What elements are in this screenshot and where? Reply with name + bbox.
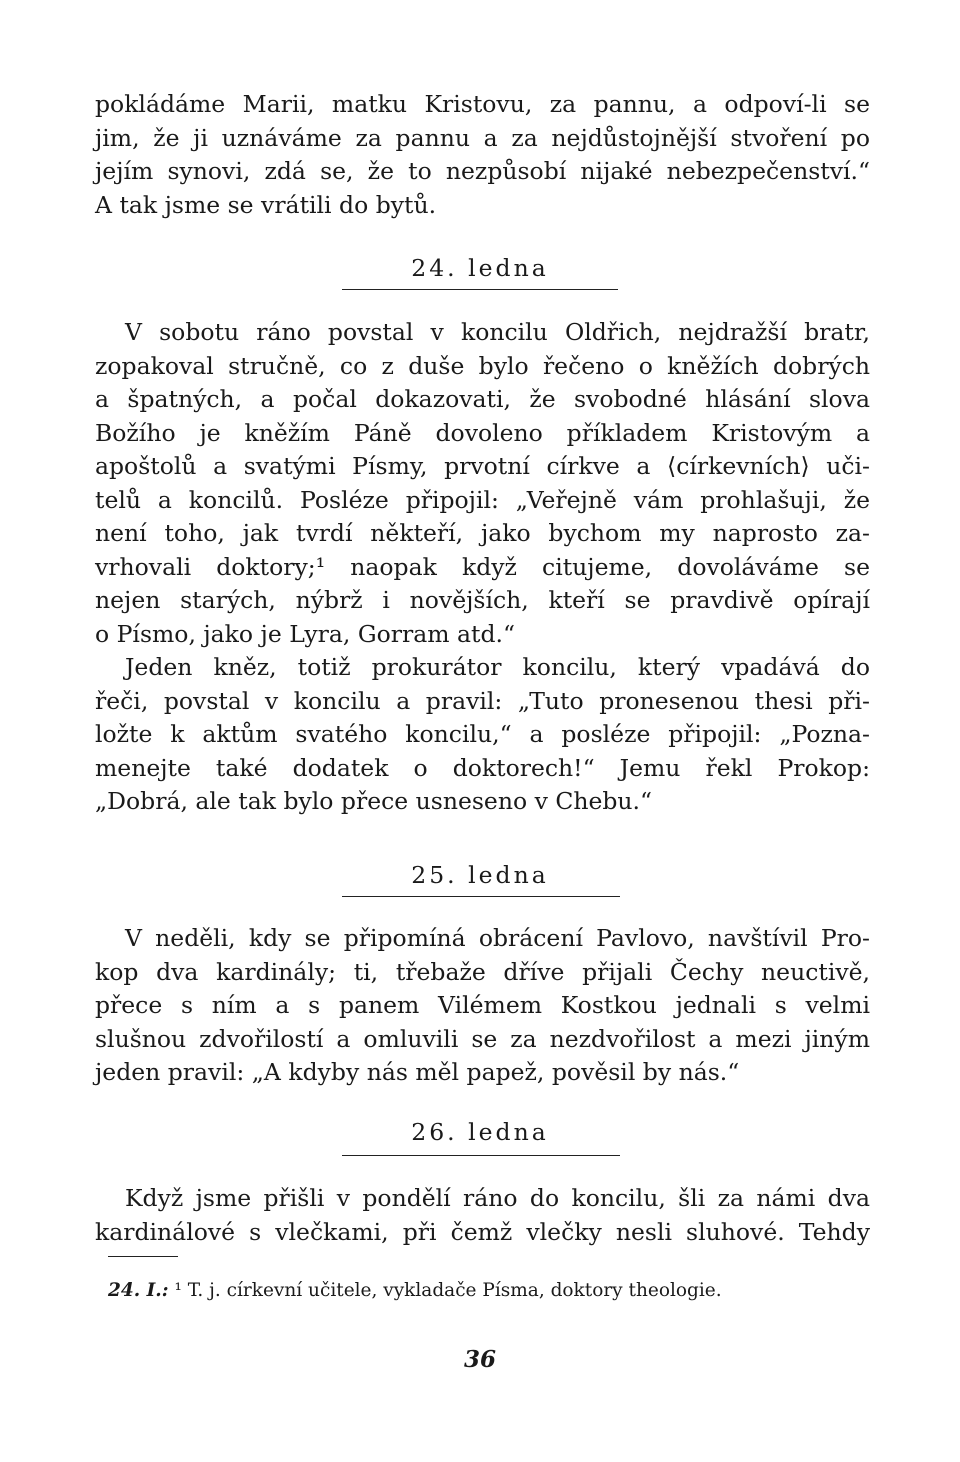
text-line: vrhovali doktory;¹ naopak když citujeme, dovoláváme se xyxy=(95,552,870,581)
footnote xyxy=(108,1278,870,1304)
footnote-rule xyxy=(108,1256,178,1257)
heading-rule xyxy=(342,1155,620,1156)
text-line: není toho, jak tvrdí někteří, jako bychom my naprosto za- xyxy=(95,519,870,547)
text-line: A tak jsme se vrátili do bytů. xyxy=(95,190,437,219)
paragraph-25-ledna xyxy=(95,922,870,1090)
text-line: Když jsme přišli v pondělí ráno do koncilu, šli za námi dva xyxy=(125,1184,870,1212)
date-heading: 24. ledna xyxy=(411,254,549,282)
text-line: menejte také dodatek o doktorech!“ Jemu řekl Prokop: xyxy=(95,753,870,782)
text-line: Božího je kněžím Páně dovoleno příkladem Kristovým a xyxy=(95,418,870,447)
date-heading: 26. ledna xyxy=(411,1118,549,1146)
text-line: řeči, povstal v koncilu a pravil: „Tuto pronesenou thesi při- xyxy=(95,686,870,715)
text-line: V neděli, kdy se připomíná obrácení Pavlovo, navštívil Pro- xyxy=(125,924,870,952)
text-line: jeden pravil: „A kdyby nás měl papež, pověsil by nás.“ xyxy=(95,1058,740,1086)
date-heading: 25. ledna xyxy=(411,861,549,889)
text-line: jejím synovi, zdá se, že to nezpůsobí nijaké nebezpečenství.“ xyxy=(95,157,870,185)
footnote-text: ¹ T. j. církevní učitele, vykladače Písma, doktory theologie. xyxy=(168,1280,722,1301)
text-line: telů a koncilů. Posléze připojil: „Veřejně vám prohlašuji, že xyxy=(95,485,870,514)
text-line: jim, že ji uznáváme za pannu a za nejdůstojnější stvoření po xyxy=(95,123,870,152)
page-number: 36 xyxy=(463,1346,496,1373)
paragraph-26-ledna xyxy=(95,1182,870,1249)
text-line: přece s ním a s panem Vilémem Kostkou jednali s velmi xyxy=(95,991,870,1019)
text-line: „Dobrá, ale tak bylo přece usneseno v Chebu.“ xyxy=(95,787,653,815)
text-line: pokládáme Marii, matku Kristovu, za pannu, a odpoví-li se xyxy=(95,90,870,118)
text-line: Jeden kněz, totiž prokurátor koncilu, který vpadává do xyxy=(125,653,870,681)
paragraph-24-ledna xyxy=(95,316,870,819)
paragraph-continuation xyxy=(95,88,870,222)
text-line: ložte k aktům svatého koncilu,“ a posléze připojil: „Pozna- xyxy=(95,720,870,748)
heading-rule xyxy=(342,896,620,897)
text-line: V sobotu ráno povstal v koncilu Oldřich, nejdražší bratr, xyxy=(125,318,870,346)
heading-rule xyxy=(342,289,618,290)
text-line: zopakoval stručně, co z duše bylo řečeno o kněžích dobrých xyxy=(95,351,870,380)
text-line: a špatných, a počal dokazovati, že svobodné hlásání slova xyxy=(95,385,870,413)
text-line: kardinálové s vlečkami, při čemž vlečky nesli sluhové. Tehdy xyxy=(95,1217,870,1246)
footnote-reference: 24. I.: xyxy=(108,1280,169,1301)
text-line: slušnou zdvořilostí a omluvili se za nezdvořilost a mezi jiným xyxy=(95,1024,870,1053)
text-line: kop dva kardinály; ti, třebaže dříve přijali Čechy neuctivě, xyxy=(95,957,870,986)
text-line: nejen starých, nýbrž i novějších, kteří se pravdivě opírají xyxy=(95,586,870,614)
text-line: apoštolů a svatými Písmy, prvotní církve a ⟨církevních⟩ uči- xyxy=(95,452,870,480)
text-line: o Písmo, jako je Lyra, Gorram atd.“ xyxy=(95,619,515,648)
